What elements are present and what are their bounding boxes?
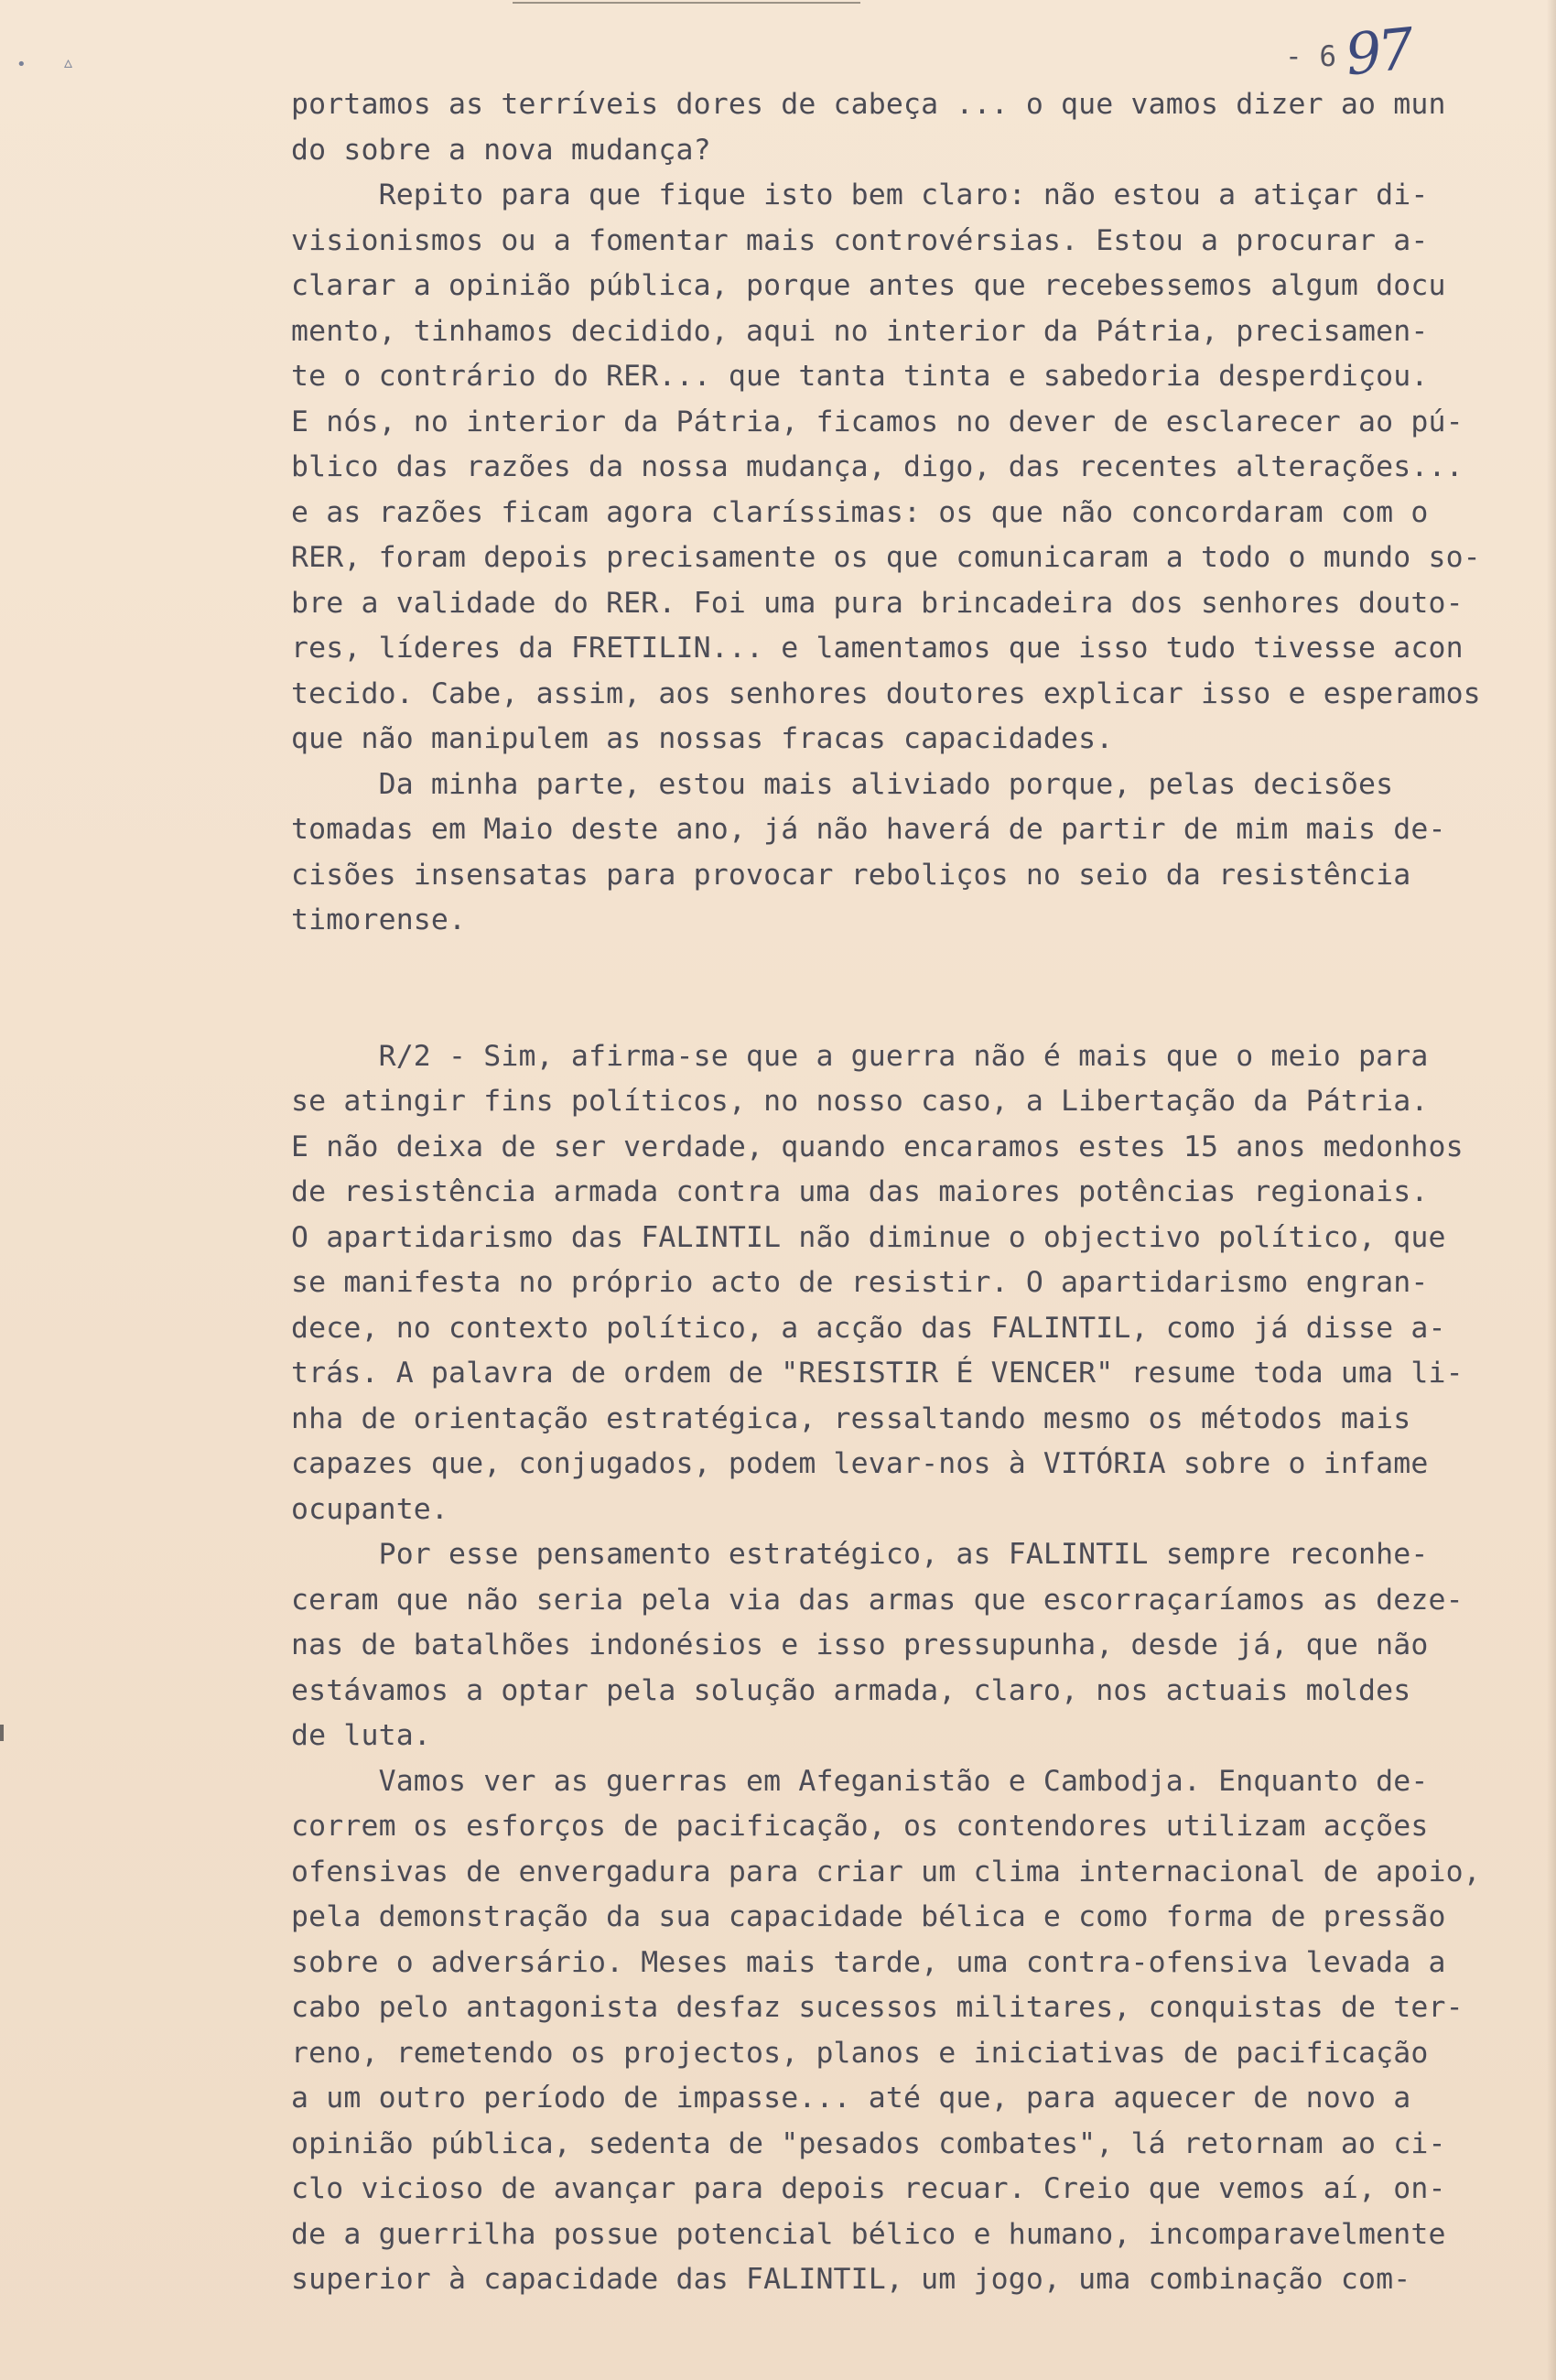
text-line: R/2 - Sim, afirma-se que a guerra não é mais que o meio para [291,1039,1429,1073]
text-line: opinião pública, sedenta de "pesados combates", lá retornam ao ci- [291,2126,1446,2160]
page-number: - 6 [1285,40,1336,73]
text-line: e as razões ficam agora claríssimas: os que não concordaram com o [291,495,1429,529]
text-line: a um outro período de impasse... até que, para aquecer de novo a [291,2082,1411,2115]
text-line: dece, no contexto político, a acção das FALINTIL, como já disse a- [291,1311,1446,1345]
text-line: E não deixa de ser verdade, quando encaramos estes 15 anos medonhos [291,1130,1464,1163]
margin-triangle-mark: ▵ [64,53,73,72]
text-line: te o contrário do RER... que tanta tinta e sabedoria desperdiçou. [291,360,1429,393]
text-line: nas de batalhões indonésios e isso pressupunha, desde já, que não [291,1628,1429,1661]
top-edge-line [513,2,860,4]
text-line: tecido. Cabe, assim, aos senhores doutores explicar isso e esperamos [291,676,1481,710]
text-line: se manifesta no próprio acto de resistir. O apartidarismo engran- [291,1266,1429,1299]
text-line: Por esse pensamento estratégico, as FALINTIL sempre reconhe- [291,1538,1429,1571]
blank-line [291,989,1536,1034]
text-line: se atingir fins políticos, no nosso caso, a Libertação da Pátria. [291,1085,1429,1118]
text-line: trás. A palavra de ordem de "RESISTIR É VENCER" resume toda uma li- [291,1357,1464,1390]
text-line: tomadas em Maio deste ano, já não haverá de partir de mim mais de- [291,813,1446,846]
margin-dot: • [16,55,27,74]
text-line: do sobre a nova mudança? [291,133,711,167]
text-line: ocupante. [291,1492,449,1526]
text-line: de a guerrilha possue potencial bélico e humano, incomparavelmente [291,2217,1446,2251]
text-line: Da minha parte, estou mais aliviado porque, pelas decisões [291,767,1394,801]
text-line: superior à capacidade das FALINTIL, um jogo, uma combinação com- [291,2263,1411,2296]
text-line: O apartidarismo das FALINTIL não diminue o objectivo político, que [291,1220,1446,1254]
text-line: portamos as terríveis dores de cabeça ... o que vamos dizer ao mun [291,88,1446,121]
text-line: cisões insensatas para provocar reboliços no seio da resistência [291,858,1411,892]
text-line: blico das razões da nossa mudança, digo, das recentes alterações... [291,450,1464,483]
text-line: ceram que não seria pela via das armas que escorraçaríamos as deze- [291,1583,1464,1617]
text-line: pela demonstração da sua capacidade bélica e como forma de pressão [291,1900,1446,1933]
text-line: capazes que, conjugados, podem levar-nos à VITÓRIA sobre o infame [291,1447,1429,1480]
text-line: de resistência armada contra uma das maiores potências regionais. [291,1175,1429,1208]
left-edge-tick [0,1725,4,1741]
page-edge-shadow [1547,0,1556,2380]
text-line: ofensivas de envergadura para criar um clima internacional de apoio, [291,1855,1481,1888]
text-line: nha de orientação estratégica, ressaltando mesmo os métodos mais [291,1401,1411,1435]
text-line: RER, foram depois precisamente os que comunicaram a todo o mundo so- [291,541,1481,574]
text-line: reno, remetendo os projectos, planos e iniciativas de pacificação [291,2036,1429,2070]
text-line: E nós, no interior da Pátria, ficamos no dever de esclarecer ao pú- [291,405,1464,438]
text-line: que não manipulem as nossas fracas capacidades. [291,722,1114,755]
text-line: clo vicioso de avançar para depois recuar. Creio que vemos aí, on- [291,2172,1446,2205]
text-line: visionismos ou a fomentar mais controvérsias. Estou a procurar a- [291,223,1429,257]
text-line: de luta. [291,1719,431,1752]
text-line: estávamos a optar pela solução armada, claro, nos actuais moldes [291,1673,1411,1707]
text-line: clarar a opinião pública, porque antes que recebessemos algum docu [291,269,1446,302]
handwritten-folio-number: 97 [1342,15,1414,89]
text-line: Repito para que fique isto bem claro: não estou a atiçar di- [291,178,1429,211]
text-line: timorense. [291,903,467,936]
typed-text-block [291,82,1536,2303]
text-line: mento, tinhamos decidido, aqui no interior da Pátria, precisamen- [291,314,1429,348]
text-line: cabo pelo antagonista desfaz sucessos militares, conquistas de ter- [291,1991,1464,2024]
text-line: correm os esforços de pacificação, os contendores utilizam acções [291,1810,1429,1843]
text-line: sobre o adversário. Meses mais tarde, uma contra-ofensiva levada a [291,1945,1446,1979]
text-line: Vamos ver as guerras em Afeganistão e Cambodja. Enquanto de- [291,1764,1429,1798]
blank-line [291,944,1536,990]
text-line: bre a validade do RER. Foi uma pura brincadeira dos senhores douto- [291,586,1464,620]
text-line: res, líderes da FRETILIN... e lamentamos que isso tudo tivesse acon [291,632,1464,665]
